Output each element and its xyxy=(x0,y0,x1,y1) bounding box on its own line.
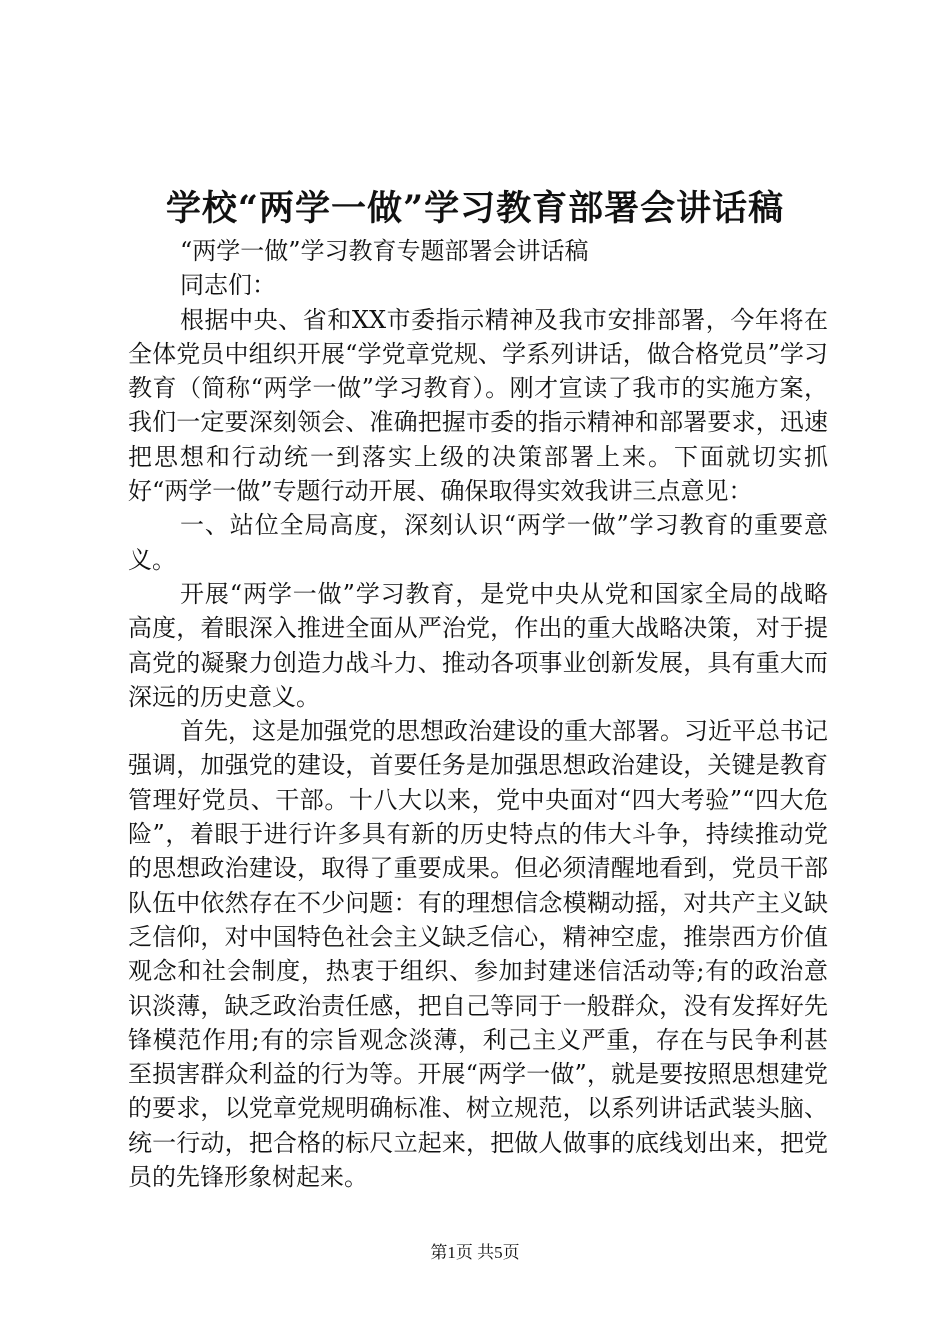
salutation: 同志们： xyxy=(180,271,276,300)
section-heading: 一、站位全局高度，深刻认识“两学一做”学习教育的重要意义。 xyxy=(128,511,828,574)
document-subtitle: “两学一做”学习教育专题部署会讲话稿 xyxy=(180,237,589,265)
body-paragraph: 首先，这是加强党的思想政治建设的重大部署。习近平总书记强调，加强党的建设，首要任务是加强思想政治建设，关键是教育管理好党员、干部。十八大以来，党中央面对“四大考验”“四大危险”，着眼于进行许多具有新的历史特点的伟大斗争，持续推动党的思想政治建设，取得了重要成果。但必须清醒地看到，党员干部队伍中依然存在不少问题：有的理想信念模糊动摇，对共产主义缺乏信仰，对中国特色社会主义缺乏信心，精神空虚，推崇西方价值观念和社会制度，热衷于组织、参加封建迷信活动等;有的政治意识淡薄，缺乏政治责任感，把自己等同于一般群众，没有发挥好先锋模范作用;有的宗旨观念淡薄，利己主义严重，存在与民争利甚至损害群众利益的行为等。开展“两学一做”，就是要按照思想建党的要求，以党章党规明确标准、树立规范，以系列讲话武装头脑、统一行动，把合格的标尺立起来，把做人做事的底线划出来，把党员的先锋形象树起来。 xyxy=(128,717,828,1192)
document-title: 学校“两学一做”学习教育部署会讲话稿 xyxy=(165,188,785,229)
body-paragraph: 根据中央、省和XX市委指示精神及我市安排部署，今年将在全体党员中组织开展“学党章党规、学系列讲话，做合格党员”学习教育（简称“两学一做”学习教育）。刚才宣读了我市的实施方案，我们一定要深刻领会、准确把握市委的指示精神和部署要求，迅速把思想和行动统一到落实上级的决策部署上来。下面就切实抓好“两学一做”专题行动开展、确保取得实效我讲三点意见： xyxy=(128,305,828,506)
body-paragraph: 开展“两学一做”学习教育，是党中央从党和国家全局的战略高度，着眼深入推进全面从严治党，作出的重大战略决策，对于提高党的凝聚力创造力战斗力、推动各项事业创新发展，具有重大而深远的历史意义。 xyxy=(128,579,828,711)
document-body xyxy=(128,234,828,1194)
page-footer: 第1页 共5页 xyxy=(430,1243,520,1262)
